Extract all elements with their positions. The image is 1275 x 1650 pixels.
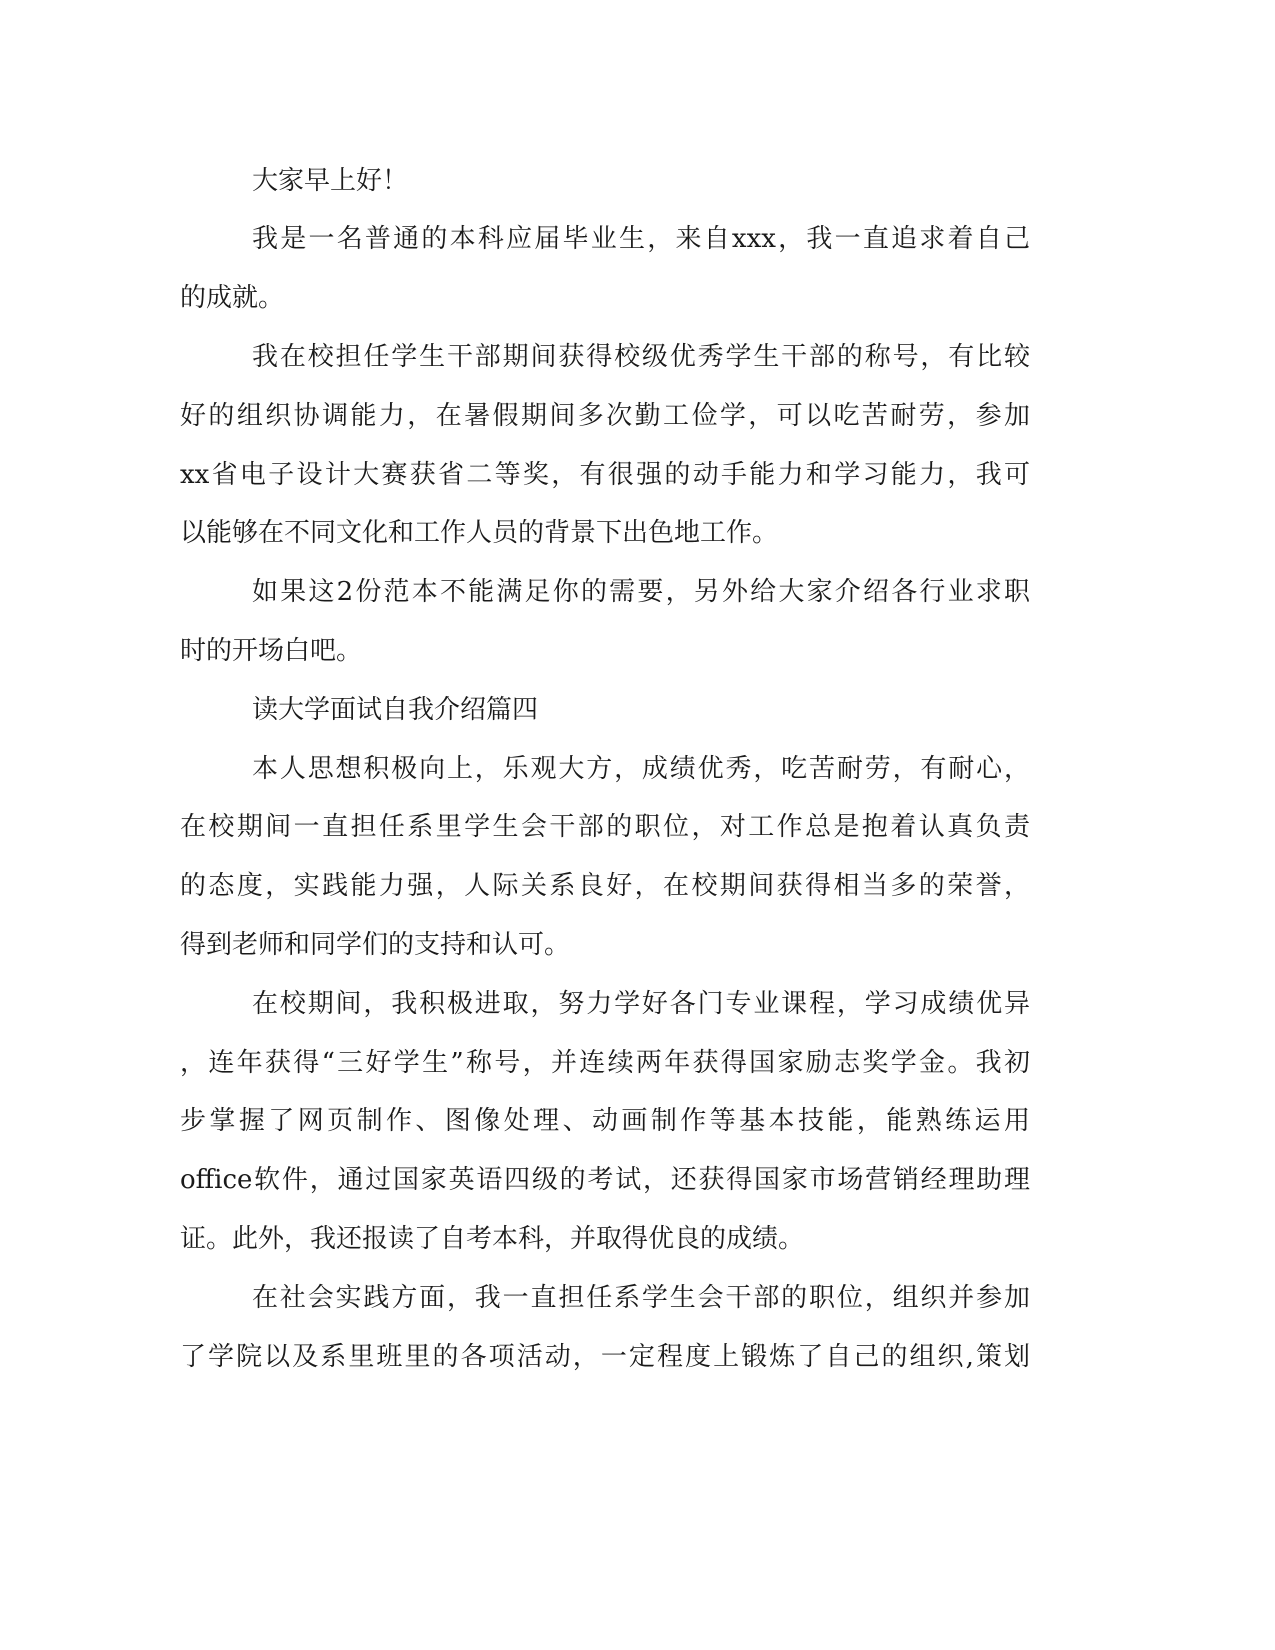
text-line: xx省电子设计大赛获省二等奖，有很强的动手能力和学习能力，我可 bbox=[180, 460, 1030, 490]
text-line: 如果这2份范本不能满足你的需要，另外给大家介绍各行业求职 bbox=[252, 577, 1030, 607]
text-line: 步掌握了网页制作、图像处理、动画制作等基本技能，能熟练运用 bbox=[180, 1106, 1030, 1136]
text-line: 在校期间一直担任系里学生会干部的职位，对工作总是抱着认真负责 bbox=[180, 812, 1030, 842]
text-line: 证。此外，我还报读了自考本科，并取得优良的成绩。 bbox=[180, 1224, 805, 1254]
text-line: 在社会实践方面，我一直担任系学生会干部的职位，组织并参加 bbox=[252, 1283, 1030, 1313]
text-line: 在校期间，我积极进取，努力学好各门专业课程，学习成绩优异 bbox=[252, 989, 1030, 1019]
text-line: office软件，通过国家英语四级的考试，还获得国家市场营销经理助理 bbox=[180, 1165, 1030, 1195]
section-heading: 读大学面试自我介绍篇四 bbox=[252, 695, 539, 725]
text-line: 的态度，实践能力强，人际关系良好，在校期间获得相当多的荣誉， bbox=[180, 871, 1030, 901]
text-line: 了学院以及系里班里的各项活动，一定程度上锻炼了自己的组织,策划 bbox=[180, 1342, 1030, 1372]
text-line: 本人思想积极向上，乐观大方，成绩优秀，吃苦耐劳，有耐心， bbox=[252, 754, 1030, 784]
text-line: 我是一名普通的本科应届毕业生，来自xxx，我一直追求着自己 bbox=[252, 224, 1030, 254]
text-line: 我在校担任学生干部期间获得校级优秀学生干部的称号，有比较 bbox=[252, 342, 1030, 372]
text-line: 大家早上好！ bbox=[252, 166, 409, 196]
text-line: 的成就。 bbox=[180, 283, 285, 313]
text-line: 得到老师和同学们的支持和认可。 bbox=[180, 930, 571, 960]
text-line: 时的开场白吧。 bbox=[180, 636, 363, 666]
text-line: 以能够在不同文化和工作人员的背景下出色地工作。 bbox=[180, 518, 779, 548]
text-line: ，连年获得“三好学生”称号，并连续两年获得国家励志奖学金。我初 bbox=[180, 1048, 1030, 1078]
text-line: 好的组织协调能力，在暑假期间多次勤工俭学，可以吃苦耐劳，参加 bbox=[180, 401, 1030, 431]
